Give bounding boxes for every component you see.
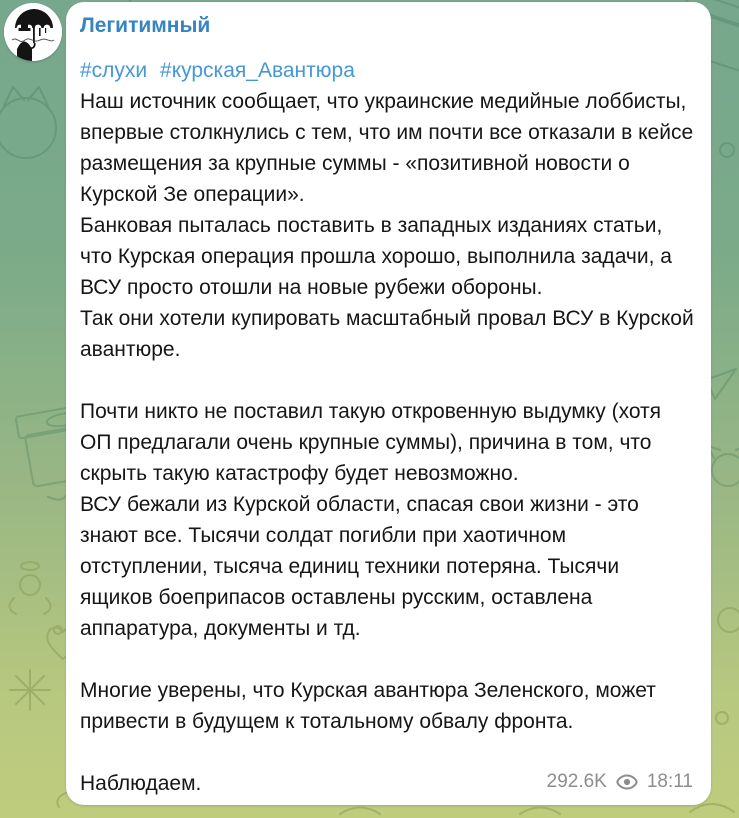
message-paragraph-blank [80, 737, 695, 768]
message-paragraph: Почти никто не поставил такую откровенную выдумку (хотя ОП предлагали очень крупные суммы), причина в том, что скрыть такую катастрофу будет невозможно. [80, 400, 662, 485]
channel-avatar[interactable] [4, 3, 62, 61]
channel-name[interactable]: Легитимный [80, 14, 211, 37]
message-bubble [66, 2, 711, 805]
umbrella-figure-avatar-icon [4, 3, 62, 61]
hashtag-link-sluhi[interactable]: #слухи [80, 59, 148, 82]
views-count: 292.6K [546, 771, 607, 792]
message-paragraph-blank [80, 644, 695, 675]
message-paragraph: ВСУ бежали из Курской области, спасая свои жизни - это знают все. Тысячи солдат погибли при хаотичном отступлении, тысяча единиц техники потеряна. Тысячи ящиков боеприпасов оставлены русским, оставлена аппаратура, документы и тд. [80, 493, 639, 640]
message-text [80, 55, 695, 799]
hashtag-link-kurskaya-avantyura[interactable]: #курская_Авантюра [160, 59, 355, 82]
message-meta [547, 771, 693, 793]
message-paragraph: Многие уверены, что Курская авантюра Зеленского, может привести в будущем к тотальному обвалу фронта. [80, 679, 656, 733]
message-time: 18:11 [646, 771, 693, 792]
message-paragraph: Наблюдаем. [80, 772, 202, 795]
message-paragraph-blank [80, 365, 695, 396]
message-paragraph: Наш источник сообщает, что украинские медийные лоббисты, впервые столкнулись с тем, что им почти все отказали в кейсе размещения за крупные суммы - «позитивной новости о Курской Зе операции». [80, 90, 694, 206]
message-paragraph: Так они хотели купировать масштабный провал ВСУ в Курской авантюре. [80, 307, 694, 361]
hashtag-line [80, 55, 695, 86]
message-paragraph: Банковая пыталась поставить в западных изданиях статьи, что Курская операция прошла хорошо, выполнила задачи, а ВСУ просто отошли на новые рубежи обороны. [80, 214, 672, 299]
views-eye-icon [616, 774, 638, 790]
